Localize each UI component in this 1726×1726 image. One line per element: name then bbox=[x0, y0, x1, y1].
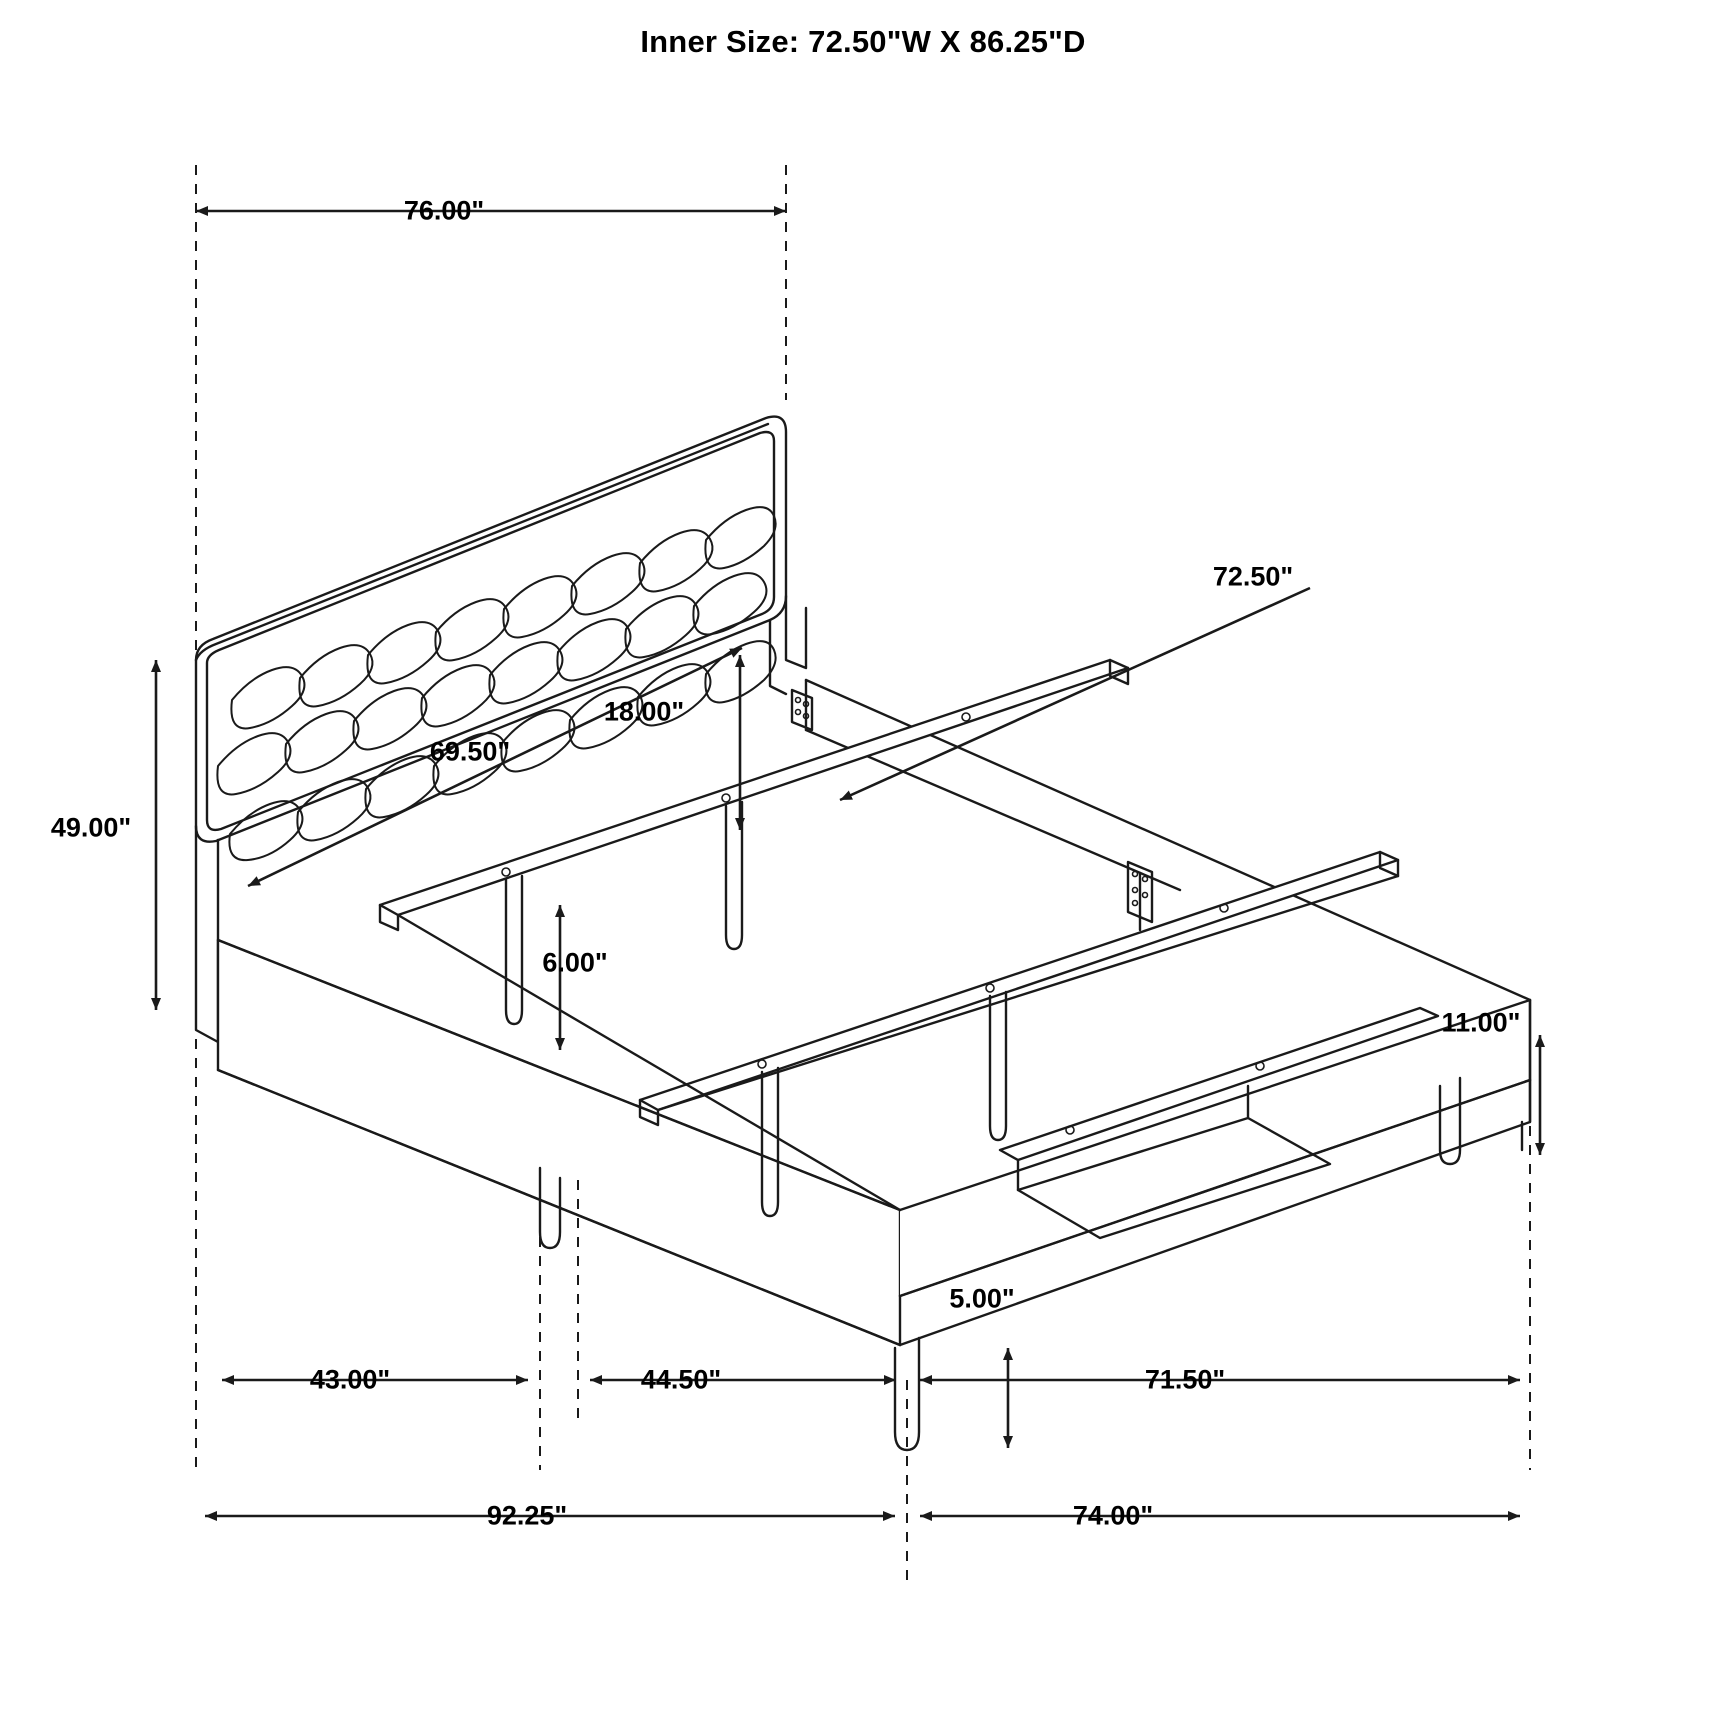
dimension-label-overall-width-top: 76.00" bbox=[403, 195, 485, 226]
dimension-label-headboard-height: 49.00" bbox=[50, 812, 132, 843]
dimension-label-overall-depth-right: 74.00" bbox=[1072, 1500, 1154, 1531]
dimension-label-overall-depth-left: 92.25" bbox=[486, 1500, 568, 1531]
dimension-label-inner-width-callout: 72.50" bbox=[1212, 561, 1294, 592]
dimension-label-segment-left: 43.00" bbox=[309, 1364, 391, 1395]
dimension-label-slat-clearance: 6.00" bbox=[542, 947, 608, 978]
dimension-label-headboard-panel-height: 18.00" bbox=[603, 696, 685, 727]
dimension-label-segment-middle: 44.50" bbox=[640, 1364, 722, 1395]
page-title: Inner Size: 72.50"W X 86.25"D bbox=[640, 24, 1086, 59]
dimension-label-leg-height: 5.00" bbox=[949, 1283, 1015, 1314]
dimension-label-headboard-panel-width: 69.50" bbox=[429, 736, 511, 767]
dimension-label-side-rail-height: 11.00" bbox=[1441, 1007, 1521, 1038]
dimension-label-segment-right: 71.50" bbox=[1144, 1364, 1226, 1395]
